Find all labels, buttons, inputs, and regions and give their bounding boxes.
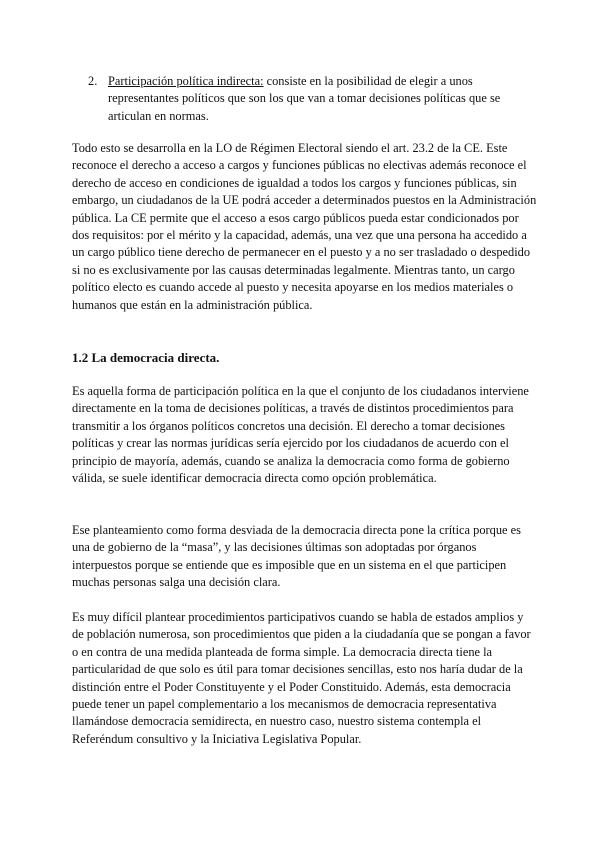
list-item-text: consiste en la posibilidad de elegir a unos representantes políticos que son los que van a tomar decisiones políticas que se articulan en normas. xyxy=(108,74,501,123)
numbered-list-item xyxy=(88,73,538,125)
paragraph-criticism: Ese planteamiento como forma desviada de la democracia directa pone la crítica porque es una de gobierno de la “masa”, y las decisiones últimas son adoptadas por órganos interpuestos porque se entiende que es imposible que en un sistema en el que participen muchas personas salga una decisión clara. xyxy=(72,523,521,590)
list-number: 2. xyxy=(88,74,98,88)
list-item-term: Participación política indirecta: xyxy=(108,74,264,88)
paragraph-procedures: Es muy difícil plantear procedimientos participativos cuando se habla de estados amplios y de población numerosa, son procedimientos que piden a la ciudadanía que se pongan a favor o en contra de una medida planteada de forma simple. La democracia directa tiene la particularidad de que solo es útil para tomar decisiones sencillas, esto nos haría dudar de la distinción entre el Poder Constituyente y el Poder Constituido. Además, esta democracia puede tener un papel complementario a los mecanismos de democracia representativa llamándose democracia semidirecta, en nuestro caso, nuestro sistema contempla el Referéndum consultivo y la Iniciativa Legislativa Popular. xyxy=(72,610,531,746)
paragraph-electoral-law: Todo esto se desarrolla en la LO de Régimen Electoral siendo el art. 23.2 de la CE. Este reconoce el derecho a acceso a cargos y funciones públicas no electivas además reconoce el derecho de acceso en condiciones de igualdad a todos los cargos y funciones públicas, sin embargo, un ciudadanos de la UE podrá acceder a determinados puestos en la Administración pública. La CE permite que el acceso a esos cargo públicos pueda estar condicionados por dos requisitos: por el mérito y la capacidad, además, una vez que una persona ha accedido a un cargo público tiene derecho de permanecer en el puesto y a no ser trasladado o despedido si no es exclusivamente por las causas determinadas legalmente. Mientras tanto, un cargo político electo es cuando accede al puesto y necesita apoyarse en los medios materiales o humanos que están en la administración pública. xyxy=(72,141,537,312)
list-item-body xyxy=(108,73,538,125)
section-heading: 1.2 La democracia directa. xyxy=(72,350,220,365)
paragraph-direct-democracy-definition: Es aquella forma de participación política en la que el conjunto de los ciudadanos interviene directamente en la toma de decisiones políticas, a través de distintos procedimientos para transmitir a los órganos políticos concretos una decisión. El derecho a tomar decisiones políticas y crear las normas jurídicas sería ejercido por los ciudadanos de acuerdo con el principio de mayoría, además, cuando se analiza la democracia como forma de gobierno válida, se suele identificar democracia directa como opción problemática. xyxy=(72,384,529,486)
